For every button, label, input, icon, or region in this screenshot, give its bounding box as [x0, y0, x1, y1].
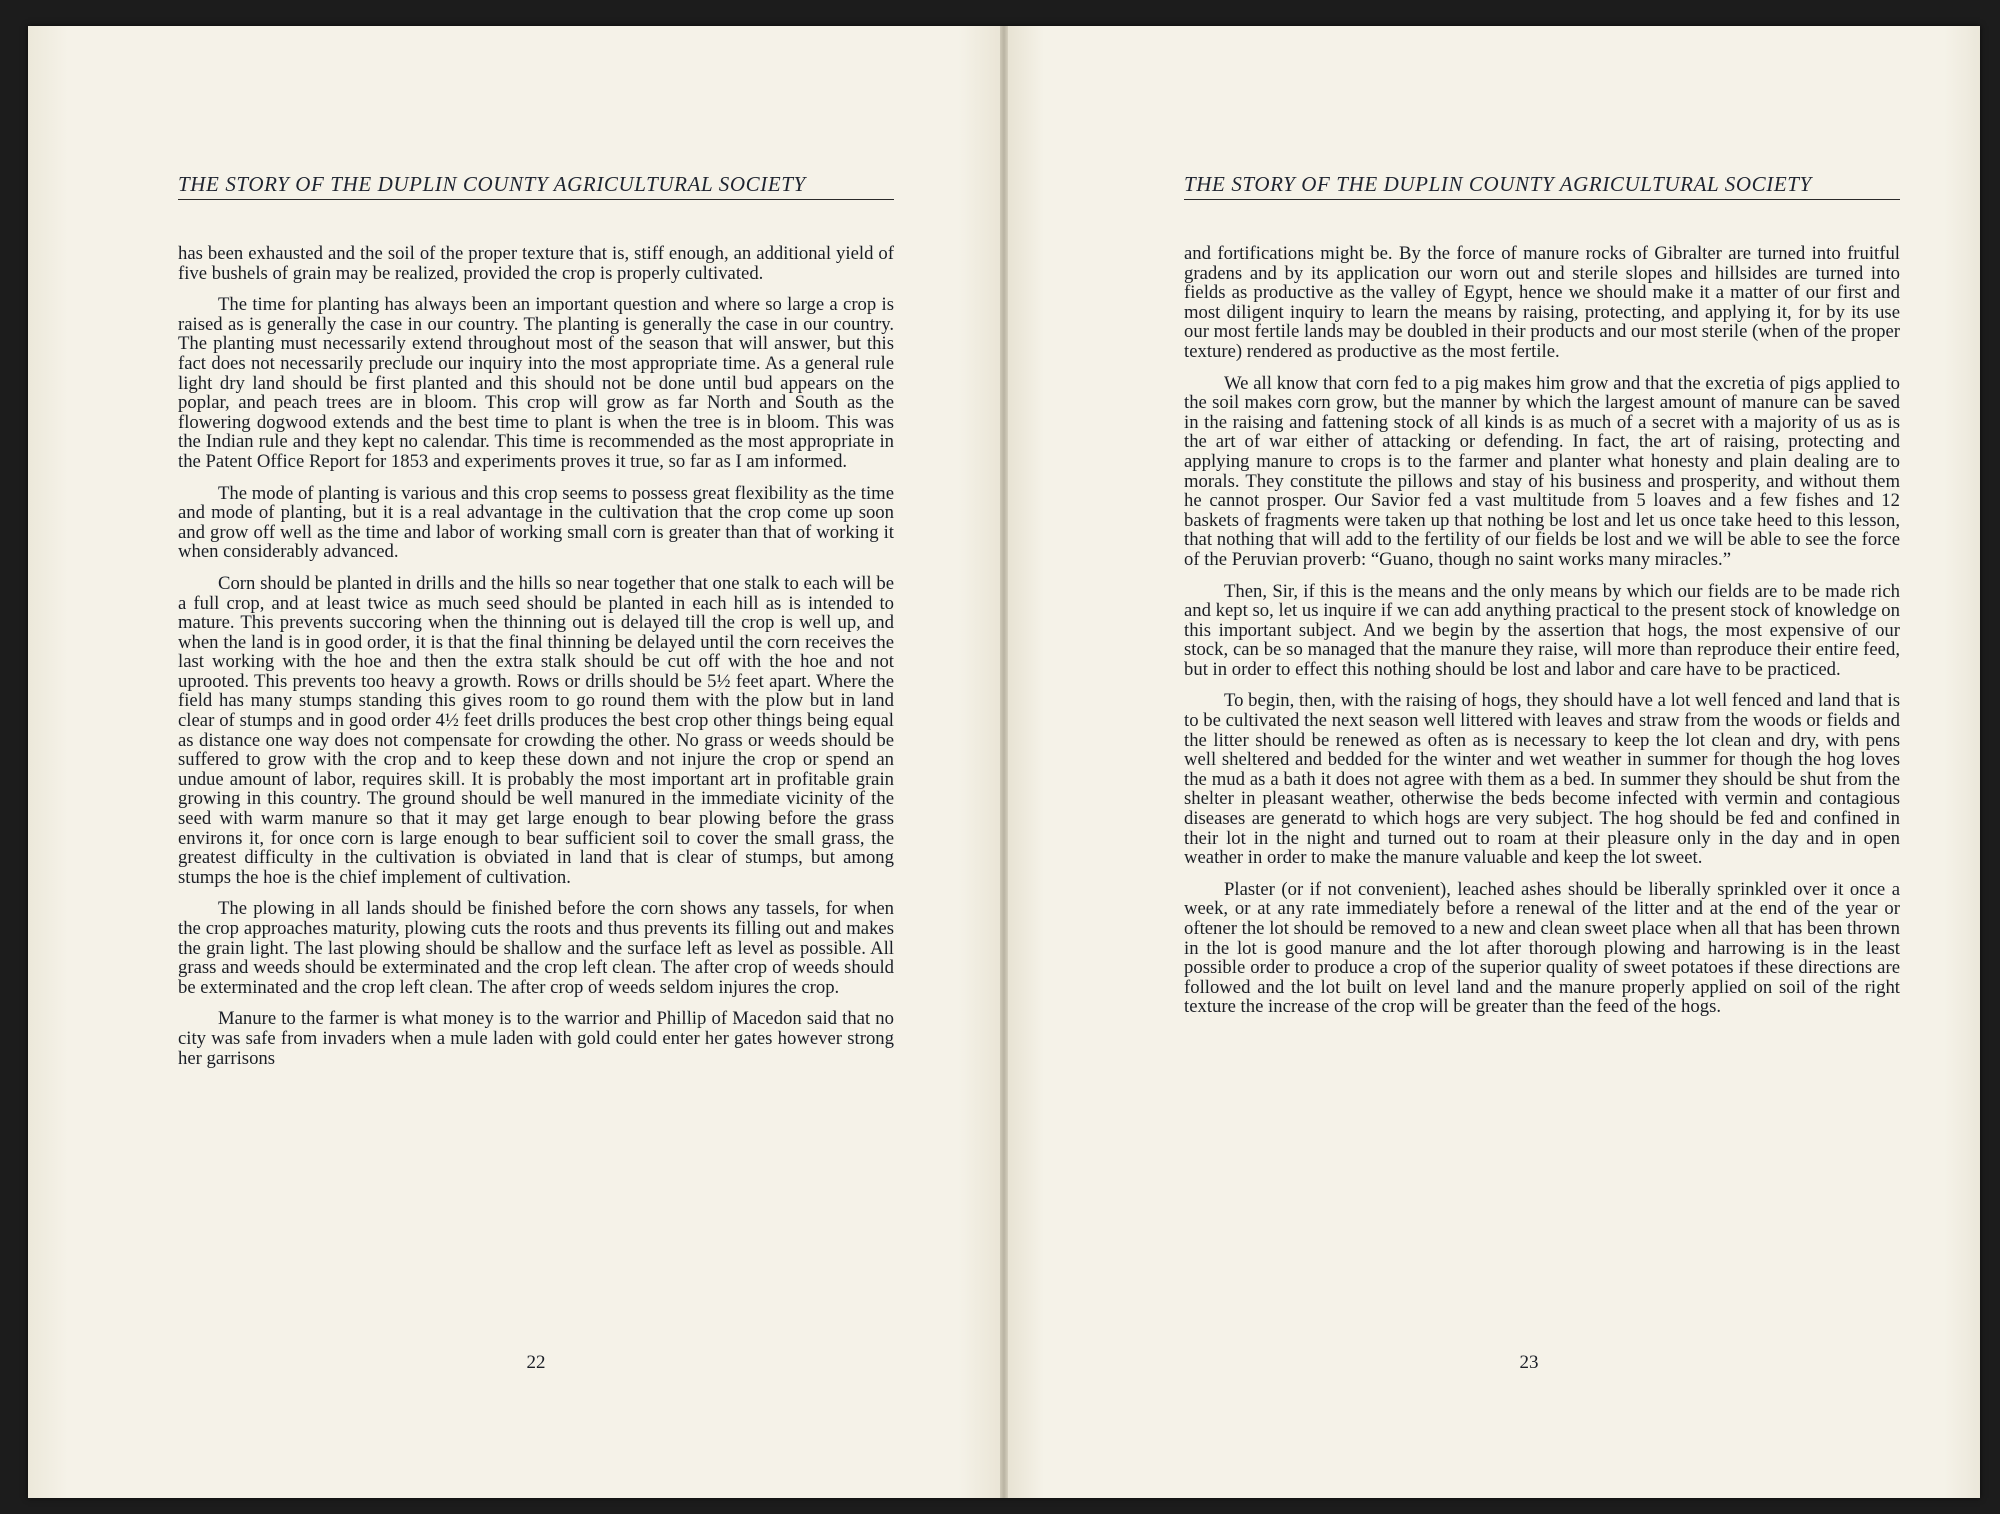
book-spread: [28, 26, 1980, 1498]
paragraph: The mode of planting is various and this crop seems to possess great flexibility as the time and mode of planting, but it is a real advantage in the cultivation that the crop come up soon and grow off well as the time and labor of working small corn is greater than that of working it when considerably advanced.: [178, 482, 894, 563]
paragraph: The plowing in all lands should be finished before the corn shows any tassels, for when the crop approaches maturity, plowing cuts the roots and thus prevents its filling out and makes the grain light. The last plowing should be shallow and the surface left as level as possible. All grass and weeds should be exterminated and the crop left clean. The after crop of weeds should be exterminated and the crop left clean. The after crop of weeds seldom injures the crop.: [178, 898, 894, 998]
page-number: 22: [526, 1352, 546, 1373]
paragraph: The time for planting has always been an important question and where so large a crop is raised as is generally the case in our country. The planting is generally the case in our country. The planting must necessarily extend throughout most of the season that will answer, but this fact does not necessarily preclude our inquiry into the most appropriate time. As a general rule light dry land should be first planted and this should not be done until bud appears on the poplar, and peach trees are in bloom. This crop will grow as far North and South as the flowering dogwood extends and the best time to plant is when the tree is in bloom. This was the Indian rule and they kept no calendar. This time is recommended as the most appropriate in the Patent Office Report for 1853 and experiments proves it true, so far as I am informed.: [178, 294, 894, 472]
page-body: [1184, 244, 1900, 1029]
page-body: [178, 244, 894, 1080]
left-page: [28, 26, 1004, 1498]
running-header: THE STORY OF THE DUPLIN COUNTY AGRICULTURAL SOCIETY: [178, 169, 894, 200]
right-page: [1004, 26, 1980, 1498]
paragraph: Then, Sir, if this is the means and the only means by which our fields are to be made rich and kept so, let us inquire if we can add anything practical to the present stock of knowledge on this important subject. And we begin by the assertion that hogs, the most expensive of our stock, can be so managed that the manure they raise, will more than reproduce their entire feed, but in order to effect this nothing should be lost and labor and care have to be practiced.: [1184, 580, 1900, 680]
paragraph: has been exhausted and the soil of the proper texture that is, stiff enough, an additional yield of five bushels of grain may be realized, provided the crop is properly cultivated.: [178, 243, 894, 284]
paragraph: and fortifications might be. By the force of manure rocks of Gibralter are turned into fruitful gradens and by its application our worn out and sterile slopes and hillsides are turned into fields as productive as the valley of Egypt, hence we should make it a matter of our first and most diligent inquiry to learn the means by raising, protecting, and applying it, for by its use our most fertile lands may be doubled in their products and our most sterile (when of the proper texture) rendered as productive as the most fertile.: [1184, 243, 1900, 362]
book-gutter: [1000, 26, 1008, 1498]
paragraph: Manure to the farmer is what money is to the warrior and Phillip of Macedon said that no city was safe from invaders when a mule laden with gold could enter her gates however strong her garrisons: [178, 1008, 894, 1069]
paragraph: We all know that corn fed to a pig makes him grow and that the excretia of pigs applied to the soil makes corn grow, but the manner by which the largest amount of manure can be saved in the raising and fattening stock of all kinds is as much of a secret with a majority of us as is the art of war either of attacking or defending. In fact, the art of raising, protecting and applying manure to crops is to the farmer and planter what honesty and plain dealing are to morals. They constitute the pillows and stay of his business and prosperity, and without them he cannot prosper. Our Savior fed a vast multitude from 5 loaves and a few fishes and 12 baskets of fragments were taken up that nothing be lost and let us once take heed to this lesson, that nothing that will add to the fertility of our fields be lost and we will be able to see the force of the Peruvian proverb: “Guano, though no saint works many miracles.”: [1184, 372, 1900, 570]
running-header: THE STORY OF THE DUPLIN COUNTY AGRICULTURAL SOCIETY: [1184, 169, 1900, 200]
paragraph: Corn should be planted in drills and the hills so near together that one stalk to each will be a full crop, and at least twice as much seed should be planted in each hill as is intended to mature. This prevents succoring when the thinning out is delayed till the crop is well up, and when the land is in good order, it is that the final thinning be delayed until the corn receives the last working with the hoe and then the extra stalk should be cut off with the hoe and not uprooted. This prevents too heavy a growth. Rows or drills should be 5½ feet apart. Where the field has many stumps standing this gives room to go round them with the plow but in land clear of stumps and in good order 4½ feet drills produces the best crop other things being equal as distance one way does not compensate for crowding the other. No grass or weeds should be suffered to grow with the crop and to keep these down and not injure the crop or spend an undue amount of labor, requires skill. It is probably the most important art in profitable grain growing in this country. The ground should be well manured in the immediate vicinity of the seed with warm manure so that it may get large enough to bear plowing before the grass environs it, for once corn is large enough to bear sufficient soil to cover the small grass, the greatest difficulty in the cultivation is obviated in land that is clear of stumps, but among stumps the hoe is the chief implement of cultivation.: [178, 572, 894, 888]
paragraph: Plaster (or if not convenient), leached ashes should be liberally sprinkled over it once a week, or at any rate immediately before a renewal of the litter and at the end of the year or oftener the lot should be removed to a new and clean sweet place when all that has been thrown in the lot is good manure and the lot after thorough plowing and harrowing is in the least possible order to produce a crop of the superior quality of sweet potatoes if these directions are followed and the lot built on level land and the manure properly applied on soil of the right texture the increase of the crop will be greater than the feed of the hogs.: [1184, 878, 1900, 1018]
paragraph: To begin, then, with the raising of hogs, they should have a lot well fenced and land that is to be cultivated the next season well littered with leaves and straw from the woods or fields and the litter should be renewed as often as is necessary to keep the lot clean and dry, with pens well sheltered and bedded for the winter and wet weather in summer for though the hog loves the mud as a bath it does not agree with them as a bed. In summer they should be shut from the shelter in pleasant weather, otherwise the beds become infected with vermin and contagious diseases are generatd to which hogs are very subject. The hog should be fed and confined in their lot in the night and turned out to roam at their pleasure only in the day and in open weather in order to make the manure valuable and keep the lot sweet.: [1184, 690, 1900, 869]
page-number: 23: [1519, 1352, 1539, 1373]
